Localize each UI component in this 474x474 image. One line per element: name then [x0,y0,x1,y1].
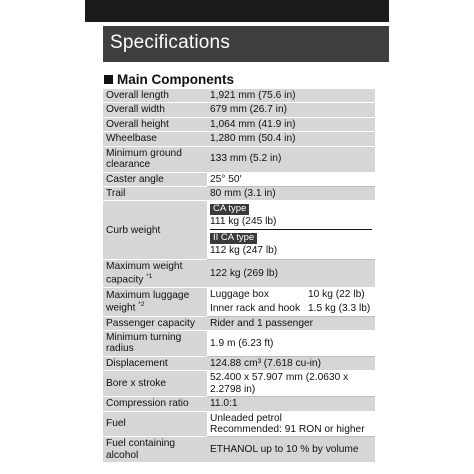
spec-value: 1.9 m (6.23 ft) [207,330,375,356]
spec-label [103,260,207,287]
spec-value: 11.0:1 [207,397,375,411]
table-row [103,356,375,370]
spec-value: 80 mm (3.1 in) [207,186,375,200]
spec-label: Curb weight [103,201,207,260]
curb-weight-type [210,229,372,258]
spec-value: 1,064 mm (41.9 in) [207,117,375,131]
spec-value [207,201,375,260]
table-row [103,411,375,437]
spec-label: Passenger capacity [103,316,207,330]
section-heading [104,70,234,88]
spec-label-text: Maximum luggage weight [106,289,190,314]
spec-label: Trail [103,186,207,200]
footnote-mark: *1 [146,272,153,280]
spec-value: 1,921 mm (75.6 in) [207,89,375,103]
section-title: Main Components [117,71,234,87]
luggage-item-value: 10 kg (22 lb) [308,288,365,300]
type-tag: II CA type [210,233,257,244]
table-row [103,186,375,200]
table-row [103,316,375,330]
spec-value [207,287,375,316]
type-value: 112 kg (247 lb) [210,245,278,257]
spec-label: Caster angle [103,172,207,186]
table-row [103,330,375,356]
table-row [103,103,375,117]
luggage-item [210,303,372,314]
spec-label: Compression ratio [103,397,207,411]
table-row [103,397,375,411]
spec-value: 122 kg (269 lb) [207,260,375,287]
curb-weight-type [210,202,372,229]
page-title: Specifications [110,32,231,53]
table-row [103,371,375,397]
spec-value: 52.400 x 57.907 mm (2.0630 x 2.2798 in) [207,371,375,397]
spec-label [103,287,207,316]
spec-value: ETHANOL up to 10 % by volume [207,437,375,463]
fuel-line: Recommended: 91 RON or higher [210,423,365,435]
spec-value: 1,280 mm (50.4 in) [207,132,375,146]
table-row [103,132,375,146]
spec-label: Bore x stroke [103,371,207,397]
square-bullet-icon [104,75,113,84]
spec-label: Overall length [103,89,207,103]
top-bar [85,0,389,22]
luggage-item-name: Inner rack and hook [210,303,301,315]
spec-label: Displacement [103,356,207,370]
spec-label: Wheelbase [103,132,207,146]
spec-label: Fuel containing alcohol [103,437,207,463]
table-row [103,201,375,260]
spec-value: Rider and 1 passenger [207,316,375,330]
fuel-line: Unleaded petrol [210,412,282,424]
spec-label: Minimum ground clearance [103,146,207,172]
page-header [103,26,389,62]
spec-label: Overall width [103,103,207,117]
spec-value [207,411,375,437]
specifications-table [103,89,375,463]
table-row [103,287,375,316]
spec-value: 124.88 cm³ (7.618 cu-in) [207,356,375,370]
type-value: 111 kg (245 lb) [210,216,277,227]
spec-label: Minimum turning radius [103,330,207,356]
table-row [103,437,375,463]
luggage-item-value: 1.5 kg (3.3 lb) [308,303,371,315]
table-row [103,117,375,131]
type-tag: CA type [210,204,249,215]
spec-label-text: Maximum weight capacity [106,261,183,286]
table-row [103,172,375,186]
spec-value: 133 mm (5.2 in) [207,146,375,172]
table-row [103,146,375,172]
table-row [103,89,375,103]
luggage-item-name: Luggage box [210,288,269,300]
spec-label: Fuel [103,411,207,437]
spec-value: 25° 50′ [207,172,375,186]
footnote-mark: *2 [138,300,145,308]
table-row [103,260,375,287]
luggage-item [210,289,372,300]
spec-label: Overall height [103,117,207,131]
spec-value: 679 mm (26.7 in) [207,103,375,117]
